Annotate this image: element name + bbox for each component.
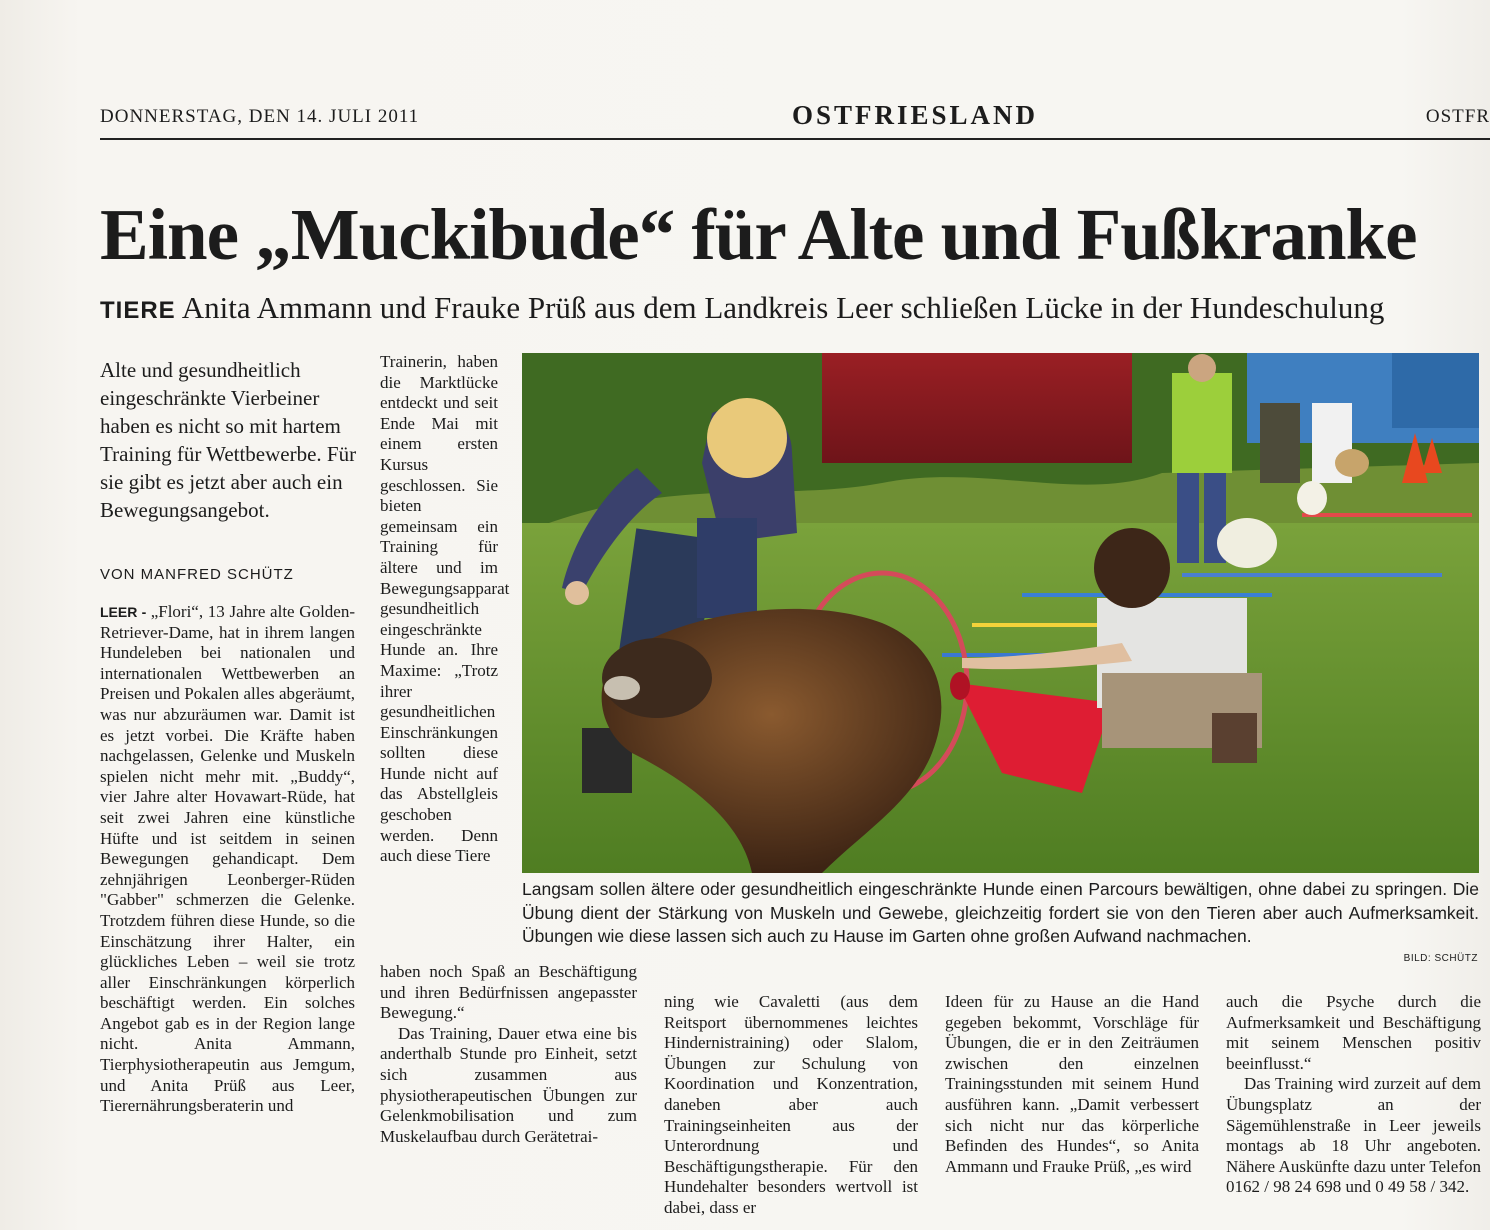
article-subline [100, 288, 1485, 331]
article-photo [522, 353, 1479, 873]
photo-credit: BILD: SCHÜTZ [1403, 953, 1478, 964]
article-headline: Eine „Muckibude“ für Alte und Fußkranke [100, 194, 1417, 275]
issue-date: DONNERSTAG, DEN 14. JULI 2011 [100, 106, 420, 127]
section-title: OSTFRIESLAND [792, 100, 1039, 130]
column-1-text: „Flori“, 13 Jahre alte Golden-Retriever-Dame, hat in ihrem langen Hundeleben bei nationalen und internationalen Wettbewerben an Preisen und Pokalen alles abgeräumt, was nur abzuräumen war. Damit ist es jetzt vorbei. Die Kräfte haben nachgelassen, Gelenke und Muskeln spielen nicht mehr mit. „Buddy“, vier Jahre alter Hovawart-Rüde, hat seit zwei Jahren eine künstliche Hüfte und ist seitdem in seinen Bewegungen gehandicapt. Dem zehnjährigen Leonberger-Rüden "Gabber" schmerzen die Gelenke. Trotzdem führen diese Hunde, so die Einschätzung ihrer Halter, ein glückliches Leben – weil sie trotz aller Einschränkungen körperlich beschäftigt werden. Ein solches Angebot gab es in der Region lange nicht. Anita Ammann, Tierphysiotherapeutin aus Jemgum, und Anita Prüß aus Leer, Tierernährungsberaterin und [100, 602, 356, 1116]
subline-text: Anita Ammann und Frauke Prüß aus dem Landkreis Leer schließen Lücke in der Hundeschulung [181, 290, 1385, 325]
article-column-2-continued [380, 962, 637, 1147]
dateline: LEER - [100, 604, 151, 620]
article-column-3: ning wie Cavaletti (aus dem Reitsport übernommenes leichtes Hindernistraining) oder Slalom, Übungen zur Schulung von Koordination und Konzentration, daneben aber auch Trainingseinheiten aus der Unterordnung und Beschäftigungstherapie. Für den Hundehalter besonders wertvoll ist dabei, dass er [664, 992, 918, 1217]
column-2-text-continued: haben noch Spaß an Beschäftigung und ihren Bedürfnissen angepasster Bewegung.“ [380, 962, 637, 1023]
column-5-paragraph: Das Training wird zurzeit auf dem Übungsplatz an der Sägemühlenstraße in Leer jeweils montags ab 18 Uhr angeboten. Nähere Auskünfte dazu unter Telefon 0162 / 98 24 698 und 0 49 58 / 342. [1226, 1074, 1481, 1197]
masthead [100, 100, 1490, 140]
article-column-5 [1226, 992, 1481, 1198]
photo-caption: Langsam sollen ältere oder gesundheitlich eingeschränkte Hunde einen Parcours bewältigen, ohne dabei zu springen. Die Übung dient der Stärkung von Muskeln und Gewebe, gleichzeitig fordert sie von den Tieren aber auch Aufmerksamkeit. Übungen wie diese lassen sich auch zu Hause im Garten ohne großen Aufwand nachmachen. [522, 879, 1479, 946]
column-2-paragraph: Das Training, Dauer etwa eine bis anderthalb Stunde pro Einheit, setzt sich zusammen aus physiotherapeutischen Übungen zur Gelenkmobilisation und zum Muskelaufbau durch Gerätetrai- [380, 1023, 637, 1146]
article-column-2 [380, 352, 510, 867]
kicker: TIERE [100, 297, 176, 324]
section-title-cut: OSTFR [1425, 106, 1490, 127]
column-2-text: Trainerin, haben die Marktlücke entdeckt und seit Ende Mai mit einem ersten Kursus geschlossen. Sie bieten gemeinsam ein Training für ältere und im Bewegungsapparat gesundheitlich eingeschränkte Hunde an. Ihre Maxime: „Trotz ihrer gesundheitlichen Einschränkungen sollten diese Hunde nicht auf das Abstellgleis geschoben werden. Denn auch diese Tiere [380, 352, 510, 866]
column-5-text: auch die Psyche durch die Aufmerksamkeit und Beschäftigung mit seinem Menschen positiv beeinflusst.“ [1226, 992, 1481, 1073]
intro-text: Alte und gesundheitlich eingeschränkte Vierbeiner haben es nicht so mit hartem Training für Wettbewerbe. Für sie gibt es jetzt aber auch ein Bewegungsangebot. [100, 358, 357, 522]
article-column-1 [100, 602, 355, 1117]
byline: VON MANFRED SCHÜTZ [100, 566, 294, 583]
photo-illustration [522, 353, 1479, 873]
article-column-4: Ideen für zu Hause an die Hand gegeben bekommt, Vorschläge für Übungen, die er in den Zeiträumen zwischen den einzelnen Trainingsstunden mit seinem Hund ausführen kann. „Damit verbessert sich nicht nur das körperliche Befinden des Hundes“, so Anita Ammann und Frauke Prüß, „es wird [945, 992, 1199, 1176]
